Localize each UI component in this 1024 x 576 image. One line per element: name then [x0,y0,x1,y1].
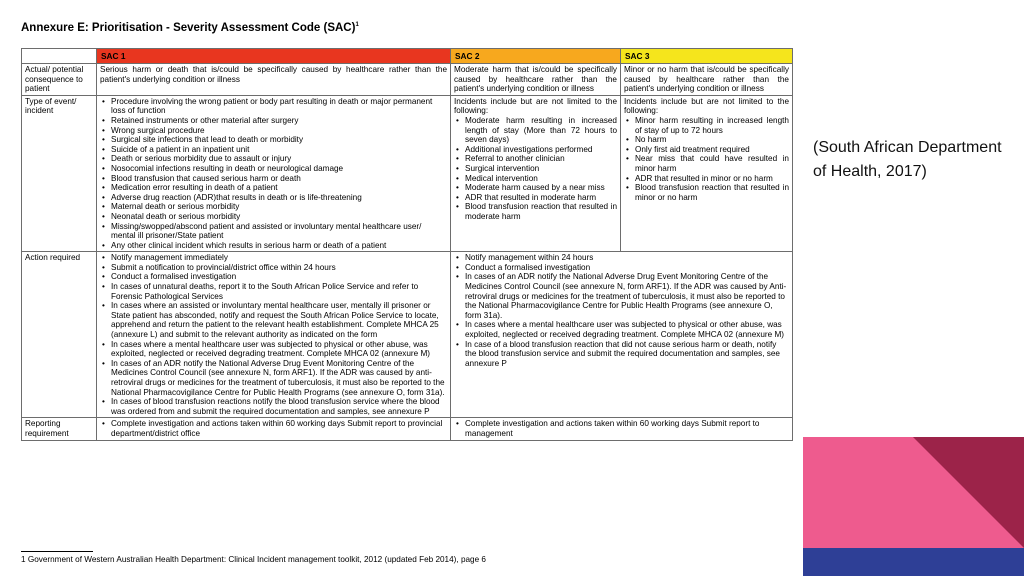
reporting-row [22,418,793,440]
header-sac2: SAC 2 [451,49,621,64]
list-item: • In case of a blood transfusion reaction that did not cause serious harm or death, notify the blood transfusion service and submit the required documentation and samples, see annexure P [454,340,789,369]
list-item: • Additional investigations performed [454,145,617,155]
list-item: • Any other clinical incident which results in serious harm or death of a patient [100,241,447,251]
list-item: • Submit a notification to provincial/district office within 24 hours [100,263,447,273]
reporting-label: Reporting requirement [22,418,97,440]
action-sac23 [451,252,793,418]
list-item: • Only first aid treatment required [624,145,789,155]
list-item: • Near miss that could have resulted in minor harm [624,154,789,173]
list-item: • Missing/swopped/abscond patient and assisted or involuntary mental healthcare user/ mental ill prisoner/State patient [100,222,447,241]
header-sac3: SAC 3 [621,49,793,64]
reporting-sac1-item: • Complete investigation and actions taken within 60 working days Submit report to provincial department/district office [100,419,447,438]
list-item: • Medical intervention [454,174,617,184]
list-item: • Neonatal death or serious morbidity [100,212,447,222]
consequence-sac3: Minor or no harm that is/could be specifically caused by healthcare rather than the patient's underlying condition or illness [621,64,793,96]
list-item: • Retained instruments or other material after surgery [100,116,447,126]
list-item: • No harm [624,135,789,145]
reporting-sac1 [97,418,451,440]
reporting-sac23 [451,418,793,440]
consequence-sac2: Moderate harm that is/could be specifically caused by healthcare rather than the patient's underlying condition or illness [451,64,621,96]
decor-pink-triangle [803,437,913,548]
annexure-title: Annexure E: Prioritisation - Severity Assessment Code (SAC)$^1$ [21,22,359,34]
list-item: • ADR that resulted in moderate harm [454,193,617,203]
list-item: • Blood transfusion that caused serious harm or death [100,174,447,184]
type-sac3 [621,95,793,252]
type-sac2-intro: Incidents include but are not limited to the following: [454,96,617,116]
list-item: • Notify management within 24 hours [454,253,789,263]
type-sac2-list [454,116,617,222]
list-item: • Moderate harm resulting in increased length of stay (More than 72 hours to seven days) [454,116,617,145]
action-sac1-list [100,253,447,416]
decor-navy-band [803,548,1024,576]
list-item: • Nosocomial infections resulting in death or neurological damage [100,164,447,174]
reporting-sac23-item: • Complete investigation and actions taken within 60 working days Submit report to management [454,419,789,438]
footnote: 1 Government of Western Australian Health Department: Clinical Incident management toolkit, 2012 (updated Feb 2014), page 6 [21,555,486,564]
type-sac1 [97,95,451,252]
type-label: Type of event/ incident [22,95,97,252]
list-item: • Adverse drug reaction (ADR)that results in death or is life-threatening [100,193,447,203]
list-item: • In cases where a mental healthcare user was subjected to physical or other abuse, was exploited, neglected or received degrading treatment. Complete MHCA 02 (annexure M) [100,340,447,359]
list-item: • In cases of an ADR notify the National Adverse Drug Event Monitoring Centre of the Medicines Control Council (see annexure N, form ARF1). If the ADR was caused by anti-retroviral drugs or medicines for the treatment of tuberculosis, it must also be reported to the National Pharmacovigilance Centre for Public Health Programs (see annexure O, form 31a). [100,359,447,397]
action-row [22,252,793,418]
list-item: • Procedure involving the wrong patient or body part resulting in death or major permanent loss of function [100,97,447,116]
list-item: • Moderate harm caused by a near miss [454,183,617,193]
type-row [22,95,793,252]
consequence-sac1: Serious harm or death that is/could be specifically caused by healthcare rather than the patient's underlying condition or illness [97,64,451,96]
header-sac1: SAC 1 [97,49,451,64]
list-item: • ADR that resulted in minor or no harm [624,174,789,184]
list-item: • In cases where a mental healthcare user was subjected to physical or other abuse, was exploited, neglected or received degrading treatment. Complete MHCA 02 (annexure M) [454,320,789,339]
list-item: • In cases where an assisted or involuntary mental healthcare user, mentally ill prisoner or State patient has absconded, notify and request the South African Police Service to locate, apprehend and return the patient to the relevant health establishment. Complete MHCA 25 (annexure L) and submit to the relevant authority as indicated on the form [100,301,447,339]
type-sac3-list [624,116,789,202]
list-item: • Referral to another clinician [454,154,617,164]
header-blank [22,49,97,64]
type-sac2 [451,95,621,252]
header-row [22,49,793,64]
type-sac3-intro: Incidents include but are not limited to the following: [624,96,789,116]
list-item: • Medication error resulting in death of a patient [100,183,447,193]
list-item: • Suicide of a patient in an inpatient unit [100,145,447,155]
action-sac1 [97,252,451,418]
list-item: • Blood transfusion reaction that resulted in moderate harm [454,202,617,221]
list-item: • Wrong surgical procedure [100,126,447,136]
list-item: • Surgical site infections that lead to death or morbidity [100,135,447,145]
footnote-divider [21,551,93,552]
list-item: • Maternal death or serious morbidity [100,202,447,212]
type-sac1-list [100,97,447,251]
consequence-label: Actual/ potential consequence to patient [22,64,97,96]
list-item: • Surgical intervention [454,164,617,174]
action-label: Action required [22,252,97,418]
list-item: • Minor harm resulting in increased length of stay of up to 72 hours [624,116,789,135]
list-item: • Death or serious morbidity due to assault or injury [100,154,447,164]
sac-table [21,48,793,441]
action-sac23-list [454,253,789,368]
list-item: • Conduct a formalised investigation [100,272,447,282]
list-item: • In cases of an ADR notify the National Adverse Drug Event Monitoring Centre of the Medicines Control Council (see annexure N, form ARF1). If the ADR was caused by Anti-retroviral drugs or medicines for the treatment of tuberculosis, it must also be reported to the National Pharmacovigilance Centre for Public Health Programs (see annexure O, form 31a). [454,272,789,320]
consequence-row [22,64,793,96]
decorative-corner-graphic [803,437,1024,576]
source-caption: (South African Department of Health, 2017) [813,139,1002,180]
list-item: • Conduct a formalised investigation [454,263,789,273]
list-item: • In cases of unnatural deaths, report it to the South African Police Service and refer to Forensic Pathological Services [100,282,447,301]
list-item: • In cases of blood transfusion reactions notify the blood transfusion service where the blood was ordered from and submit the required documentation and samples, see annexure P [100,397,447,416]
list-item: • Notify management immediately [100,253,447,263]
list-item: • Blood transfusion reaction that resulted in minor or no harm [624,183,789,202]
